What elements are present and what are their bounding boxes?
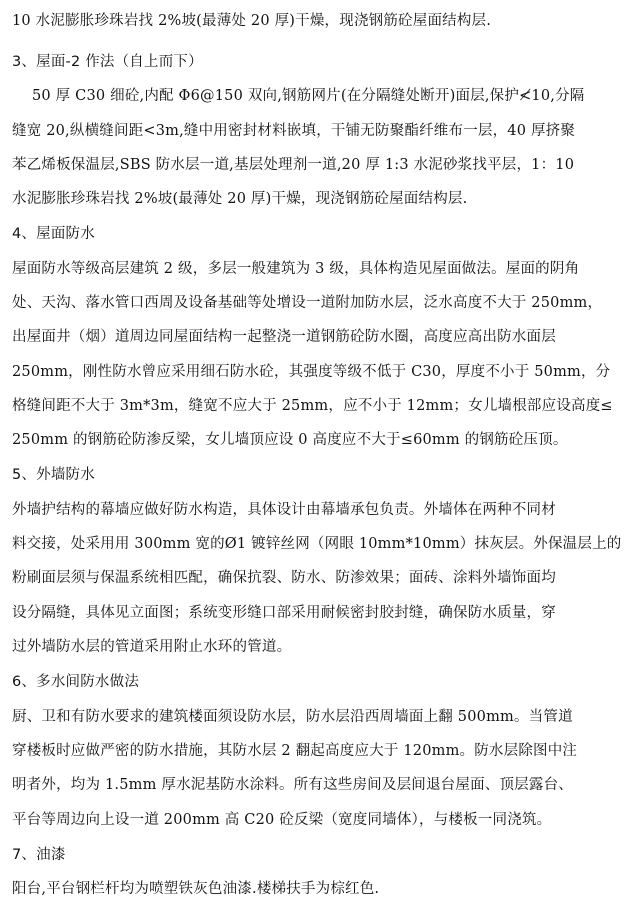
- text-line-18: 设分隔缝，具体见立面图；系统变形缝口部采用耐候密封胶封缝，确保防水质量，穿: [12, 605, 556, 621]
- section-heading-5: 5、外墙防水: [12, 467, 95, 483]
- text-line-23: 明者外，均为 1.5mm 厚水泥基防水涂料。所有这些房间及层间退台屋面、顶层露台、: [12, 777, 573, 793]
- section-heading-7: 7、油漆: [12, 847, 66, 863]
- text-line-17: 粉刷面层须与保温系统相匹配，确保抗裂、防水、防渗效果；面砖、涂料外墙饰面均: [12, 570, 556, 586]
- section-heading-4: 4、屋面防水: [12, 226, 95, 242]
- text-line-12: 格缝间距不大于 3m*3m，缝宽不应大于 25mm，应不小于 12mm；女儿墙根部应设高度≤: [12, 398, 613, 414]
- text-line-19: 过外墙防水层的管道采用附止水环的管道。: [12, 639, 292, 655]
- text-line-16: 料交接，处采用用 300mm 宽的Ø1 镀锌丝网（网眼 10mm*10mm）抹灰层。外保温层上的: [12, 536, 622, 552]
- text-line-4: 缝宽 20,纵横缝间距<3m,缝中用密封材料嵌填，干铺无防聚酯纤维布一层，40 厚挤聚: [12, 123, 576, 139]
- text-line-26: 阳台,平台钢栏杆均为喷塑铁灰色油漆.楼梯扶手为棕红色.: [12, 881, 380, 897]
- text-line-5: 苯乙烯板保温层,SBS 防水层一道,基层处理剂一道,20 厚 1:3 水泥砂浆找平层，1：10: [12, 157, 575, 173]
- text-line-13: 250mm 的钢筋砼防渗反梁，女儿墙顶应设 0 高度应不大于≤60mm 的钢筋砼压顶。: [12, 432, 568, 448]
- section-heading-6: 6、多水间防水做法: [12, 674, 140, 690]
- text-line-15: 外墙护结构的幕墙应做好防水构造，具体设计由幕墙承包负责。外墙体在两种不同材: [12, 502, 556, 518]
- text-line-22: 穿楼板时应做严密的防水措施，其防水层 2 翻起高度应大于 120mm。防水层除图中注: [12, 743, 578, 759]
- text-line-11: 250mm，刚性防水曾应采用细石防水砼，其强度等级不低于 C30，厚度不小于 50mm，分: [12, 364, 611, 380]
- text-line-1: 10 水泥膨胀珍珠岩找 2%坡(最薄处 20 厚)干燥，现浇钢筋砼屋面结构层.: [12, 13, 492, 29]
- text-line-10: 出屋面井（烟）道周边同屋面结构一起整浇一道钢筋砼防水圈，高度应高出防水面层: [12, 329, 556, 345]
- text-line-3: 50 厚 C30 细砼,内配 Φ6@150 双向,钢筋网片(在分隔缝处断开)面层,保护≮10,分隔: [32, 88, 585, 104]
- text-line-8: 屋面防水等级高层建筑 2 级，多层一般建筑为 3 级，具体构造见屋面做法。屋面的阴角: [12, 261, 580, 277]
- text-line-21: 厨、卫和有防水要求的建筑楼面须设防水层，防水层沿西周墙面上翻 500mm。当管道: [12, 709, 573, 725]
- section-heading-3: 3、屋面-2 作法（自上而下）: [12, 54, 203, 70]
- text-line-24: 平台等周边向上设一道 200mm 高 C20 砼反梁（宽度同墙体），与楼板一同浇筑。: [12, 812, 552, 828]
- text-line-6: 水泥膨胀珍珠岩找 2%坡(最薄处 20 厚)干燥，现浇钢筋砼屋面结构层.: [12, 191, 468, 207]
- text-line-9: 处、天沟、落水管口西周及设备基础等处增设一道附加防水层，泛水高度不大于 250mm，: [12, 295, 603, 311]
